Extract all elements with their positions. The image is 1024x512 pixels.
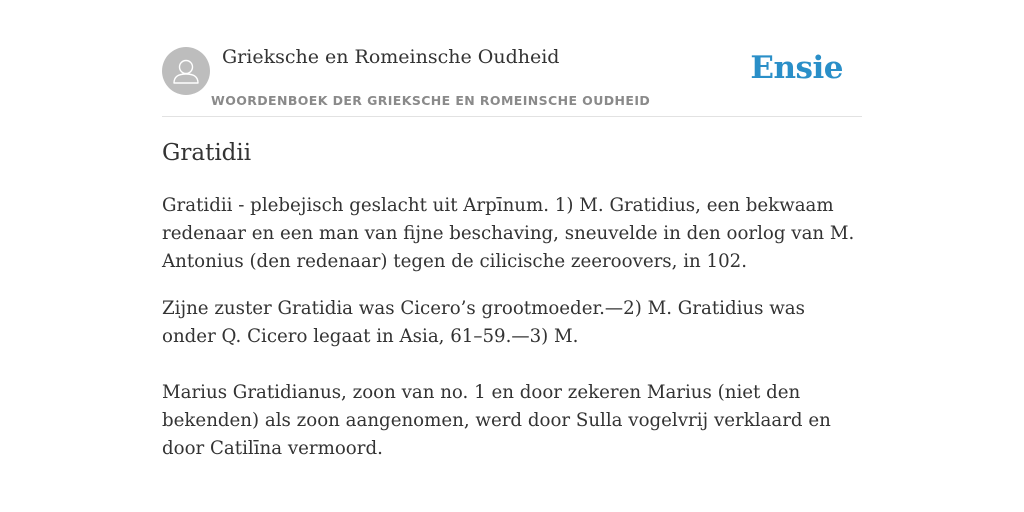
page-header <box>162 46 862 117</box>
page-title: Gratidii <box>162 140 252 166</box>
article-paragraph: Zijne zuster Gratidia was Cicero’s grootmoeder.—2) M. Gratidius was onder Q. Cicero legaat in Asia, 61–59.—3) M. <box>162 298 805 347</box>
ensie-logo[interactable]: Ensie <box>750 50 843 86</box>
user-icon <box>162 47 210 95</box>
source-avatar[interactable] <box>162 47 210 95</box>
article-paragraph: Gratidii - plebejisch geslacht uit Arpīnum. 1) M. Gratidius, een bekwaam redenaar en een man van fijne beschaving, sneuvelde in den oorlog van M. Antonius (den redenaar) tegen de cilicische zeeroovers, in 102. <box>162 195 855 272</box>
source-subtitle[interactable]: WOORDENBOEK DER GRIEKSCHE EN ROMEINSCHE OUDHEID <box>211 93 651 108</box>
article-body <box>162 192 864 463</box>
article-paragraph: Marius Gratidianus, zoon van no. 1 en door zekeren Marius (niet den bekenden) als zoon aangenomen, werd door Sulla vogelvrij verklaard en door Catilīna vermoord. <box>162 382 831 459</box>
source-title[interactable]: Grieksche en Romeinsche Oudheid <box>222 46 560 68</box>
